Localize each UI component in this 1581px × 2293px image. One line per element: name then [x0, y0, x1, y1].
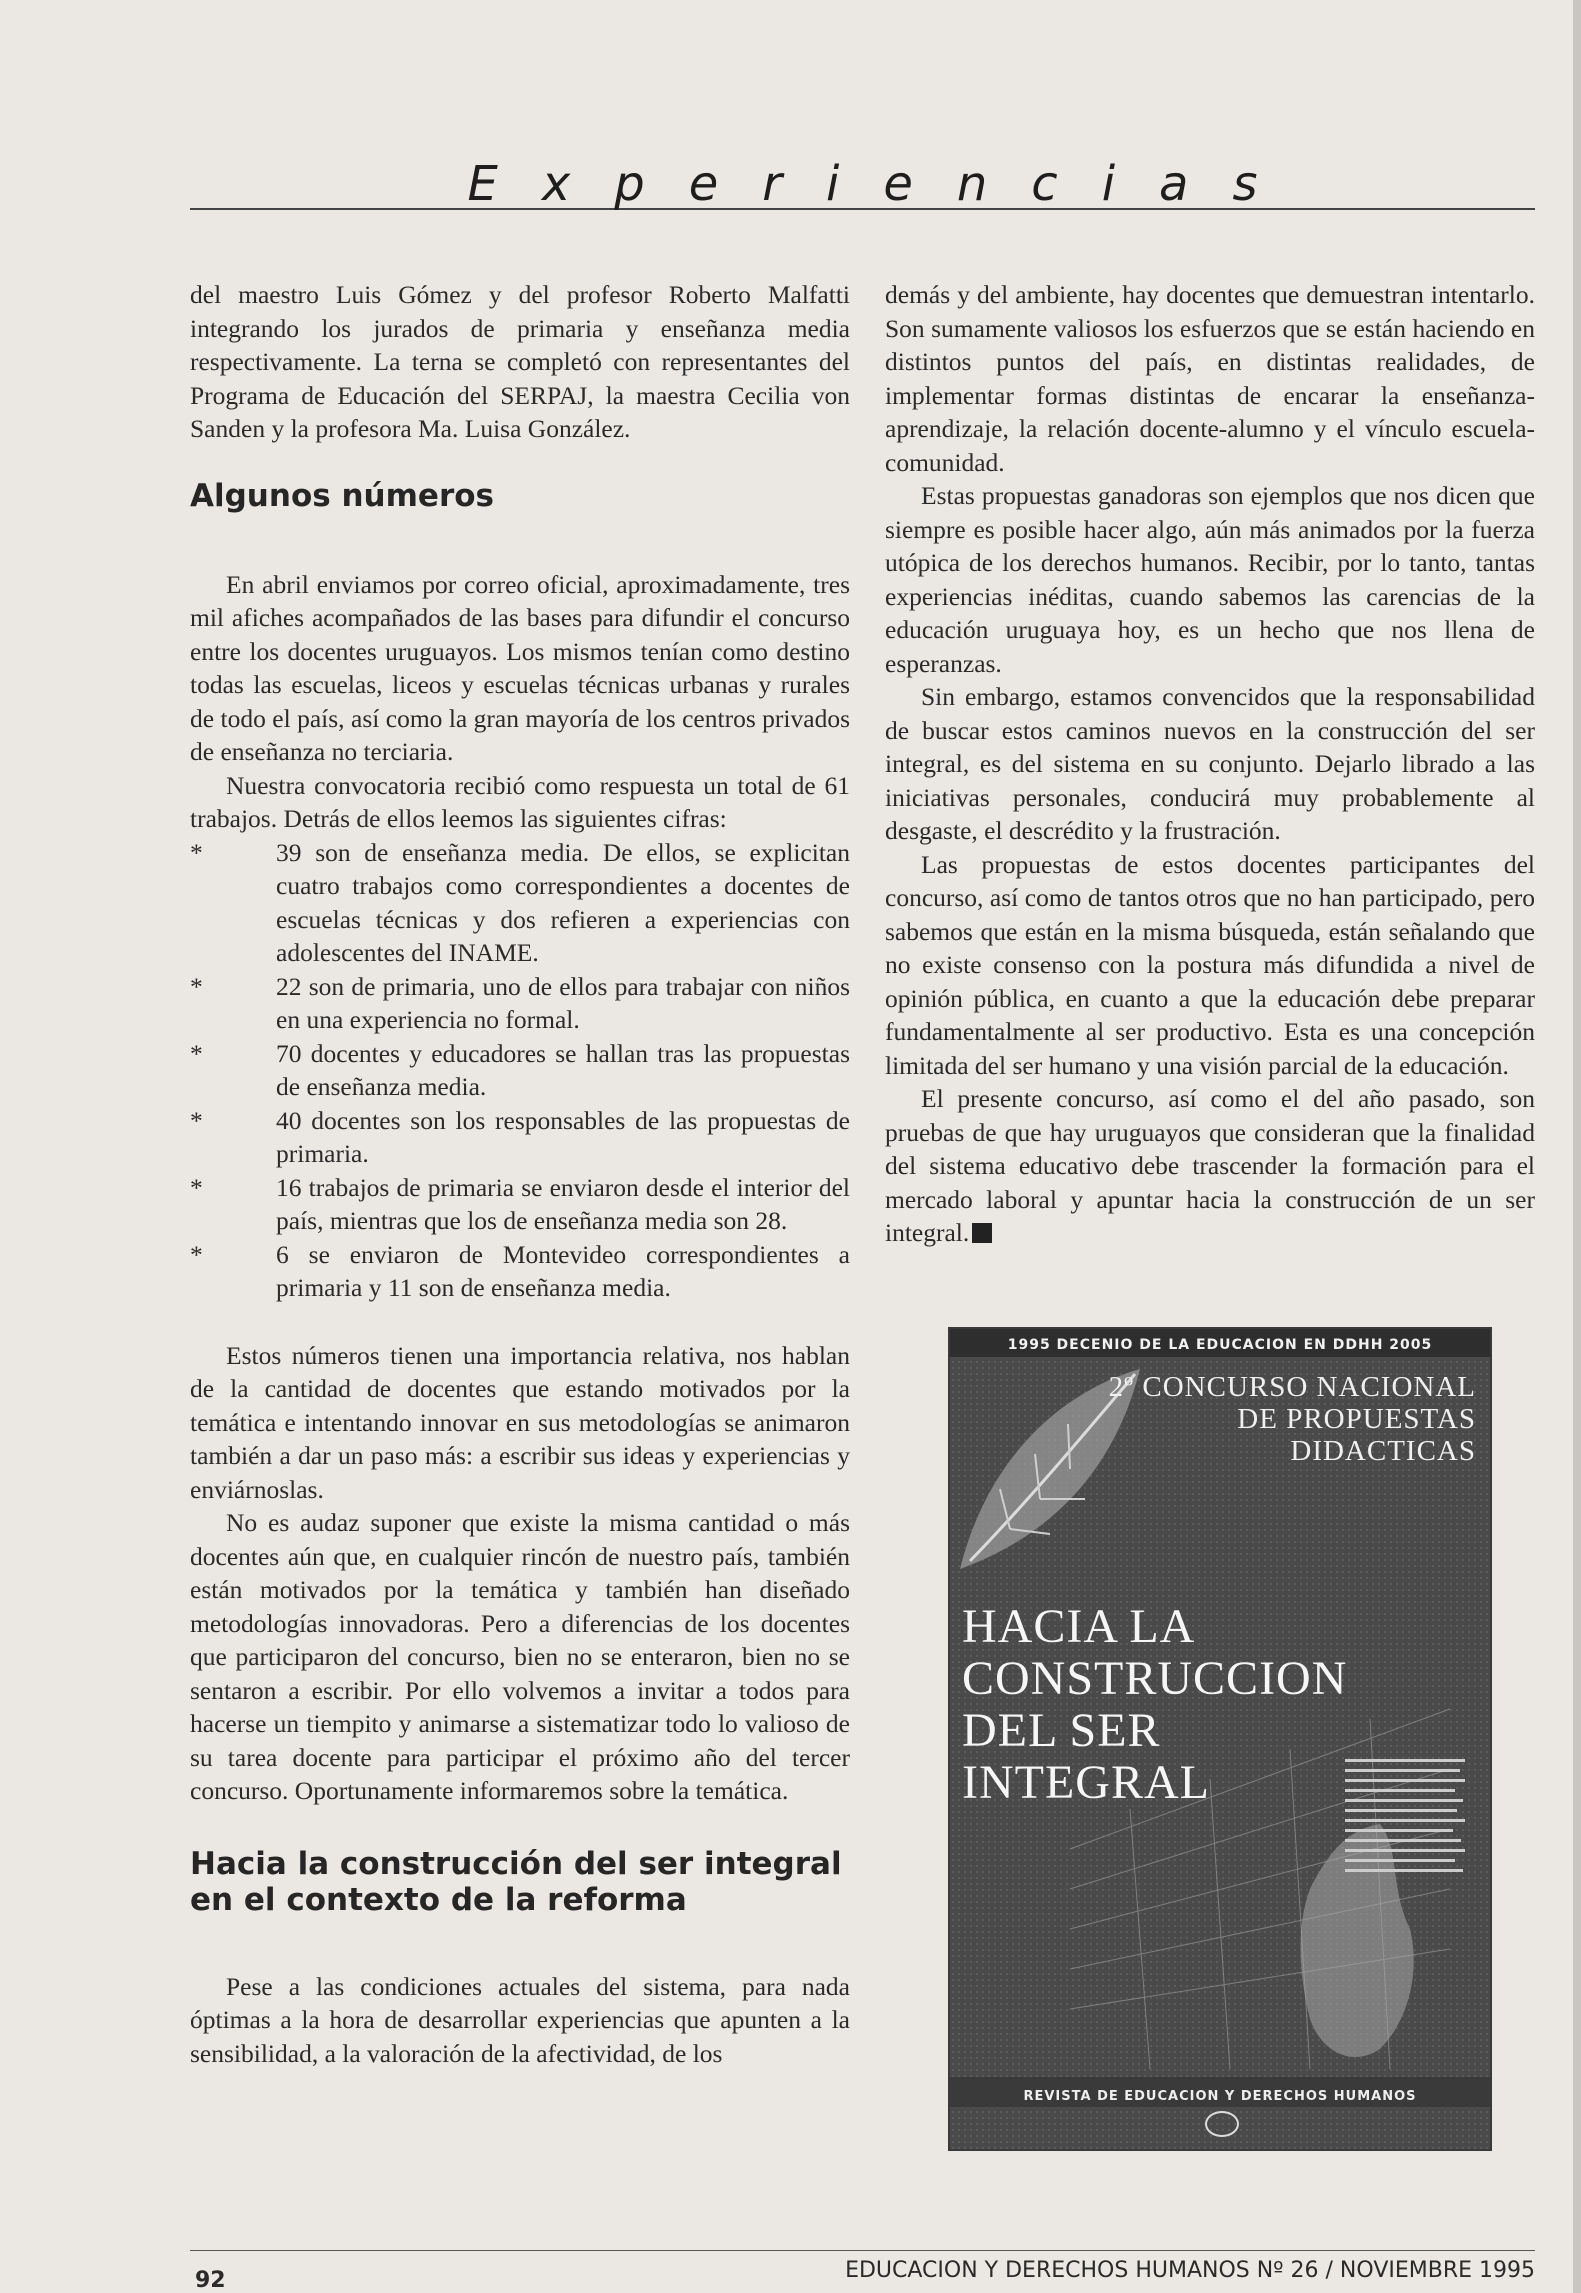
list-item: * 16 trabajos de primaria se enviaron desde el interior del país, mientras que los de enseñanza media son 28.: [190, 1172, 850, 1235]
contest-poster: [948, 1327, 1492, 2151]
bullet-star: *: [190, 1038, 203, 1068]
poster-contest-name: 2º CONCURSO NACIONAL DE PROPUESTAS DIDACTICAS: [1108, 1371, 1476, 1467]
bullet-star: *: [190, 1239, 203, 1269]
paragraph: Pese a las condiciones actuales del sistema, para nada óptimas a la hora de desarrollar experiencias que apunten a la sensibilidad, a la valoración de la afectividad, de los: [190, 1971, 850, 2068]
left-column: [190, 278, 850, 2070]
paragraph: Nuestra convocatoria recibió como respuesta un total de 61 trabajos. Detrás de ellos leemos las siguientes cifras:: [190, 770, 850, 833]
journal-footer: EDUCACION Y DERECHOS HUMANOS Nº 26 / NOVIEMBRE 1995: [845, 2258, 1535, 2283]
paragraph: En abril enviamos por correo oficial, aproximadamente, tres mil afiches acompañados de las bases para difundir el concurso entre los docentes uruguayos. Los mismos tenían como destino todas las escuelas, liceos y escuelas técnicas urbanas y rurales de todo el país, así como la gran mayoría de los centros privados de enseñanza no terciaria.: [190, 569, 850, 766]
section-header: [190, 150, 1535, 210]
bullet-star: *: [190, 1105, 203, 1135]
stats-list: [190, 836, 850, 1305]
list-item: * 6 se enviaron de Montevideo correspondientes a primaria y 11 son de enseñanza media.: [190, 1239, 850, 1302]
paragraph: Las propuestas de estos docentes participantes del concurso, así como de tantos otros que no han participado, pero sabemos que están en la misma búsqueda, están señalando que no existe consenso con la postura más difundida a nivel de opinión pública, en cuanto a que la educación debe preparar fundamentalmente al ser productivo. Esta es una concepción limitada del ser humano y una visión parcial de la educación.: [885, 849, 1535, 1080]
heading-hacia-la-construccion: Hacia la construcción del ser integral en el contexto de la reforma: [190, 1845, 842, 1918]
poster-footer: REVISTA DE EDUCACION Y DERECHOS HUMANOS: [1023, 2089, 1417, 2104]
paragraph: No es audaz suponer que existe la misma cantidad o más docentes aún que, en cualquier rincón de nuestro país, también están motivados por la temática y también han diseñado metodologías innovadoras. Pero a diferencias de los docentes que participaron del concurso, bien no se enteraron, bien no se sentaron a escribir. Por ello volvemos a invitar a todos para hacerse un tiempito y animarse a sistematizar todo lo valioso de su tarea docente para participar el próximo año del tercer concurso. Oportunamente informaremos sobre la temática.: [190, 1508, 850, 1805]
right-column: [885, 278, 1535, 1250]
spacer: [190, 1305, 850, 1339]
end-mark-icon: [972, 1223, 992, 1243]
paragraph: del maestro Luis Gómez y del profesor Roberto Malfatti integrando los jurados de primaria y enseñanza media respectivamente. La terna se completó con representantes del Programa de Educación del SERPAJ, la maestra Cecilia von Sanden y la profesora Ma. Luisa González.: [190, 280, 850, 443]
bullet-star: *: [190, 837, 203, 867]
emblem-icon: [1205, 2111, 1239, 2137]
page-edge: [1573, 0, 1581, 2293]
paragraph: El presente concurso, así como el del año pasado, son pruebas de que hay uruguayos que consideran que la finalidad del sistema educativo debe trascender la formación para el mercado laboral y apuntar hacia la construcción de un ser integral.: [885, 1084, 1535, 1247]
list-item: * 39 son de enseñanza media. De ellos, se explicitan cuatro trabajos como correspondientes a docentes de escuelas técnicas y dos refieren a experiencias con adolescentes del INAME.: [190, 837, 850, 967]
paragraph: Estos números tienen una importancia relativa, nos hablan de la cantidad de docentes que estando motivados por la temática e intentando innovar en sus metodologías se animaron también a dar un paso más: a escribir sus ideas y experiencias y enviárnoslas.: [190, 1340, 850, 1504]
list-item: * 70 docentes y educadores se hallan tras las propuestas de enseñanza media.: [190, 1038, 850, 1101]
paragraph: demás y del ambiente, hay docentes que demuestran intentarlo. Son sumamente valiosos los esfuerzos que se están haciendo en distintos puntos del país, en distintas realidades, de implementar formas distintas de encarar la enseñanza-aprendizaje, la relación docente-alumno y el vínculo escuela-comunidad.: [885, 280, 1535, 477]
list-item: * 40 docentes son los responsables de las propuestas de primaria.: [190, 1105, 850, 1168]
paragraph: Estas propuestas ganadoras son ejemplos que nos dicen que siempre es posible hacer algo, aún más animados por la fuerza utópica de los derechos humanos. Recibir, por lo tanto, tantas experiencias inéditas, cuando sabemos las carencias de la educación uruguaya hoy, es un hecho que nos llena de esperanzas.: [885, 481, 1535, 678]
poster-title: HACIA LA CONSTRUCCION DEL SER INTEGRAL: [962, 1600, 1348, 1809]
bullet-star: *: [190, 971, 203, 1001]
bullet-star: *: [190, 1172, 203, 1202]
page-number: 92: [195, 2268, 226, 2293]
poster-banner: 1995 DECENIO DE LA EDUCACION EN DDHH 2005: [1007, 1337, 1433, 1353]
section-title: Experiencias: [467, 156, 1302, 212]
heading-algunos-numeros: Algunos números: [190, 477, 494, 514]
paragraph: Sin embargo, estamos convencidos que la responsabilidad de buscar estos caminos nuevos en la construcción del ser integral, es del sistema en su conjunto. Dejarlo librado a las iniciativas personales, conducirá muy probablemente al desgaste, el descrédito y la frustración.: [885, 682, 1535, 845]
footer-rule: [190, 2250, 1535, 2251]
list-item: * 22 son de primaria, uno de ellos para trabajar con niños en una experiencia no formal.: [190, 971, 850, 1034]
